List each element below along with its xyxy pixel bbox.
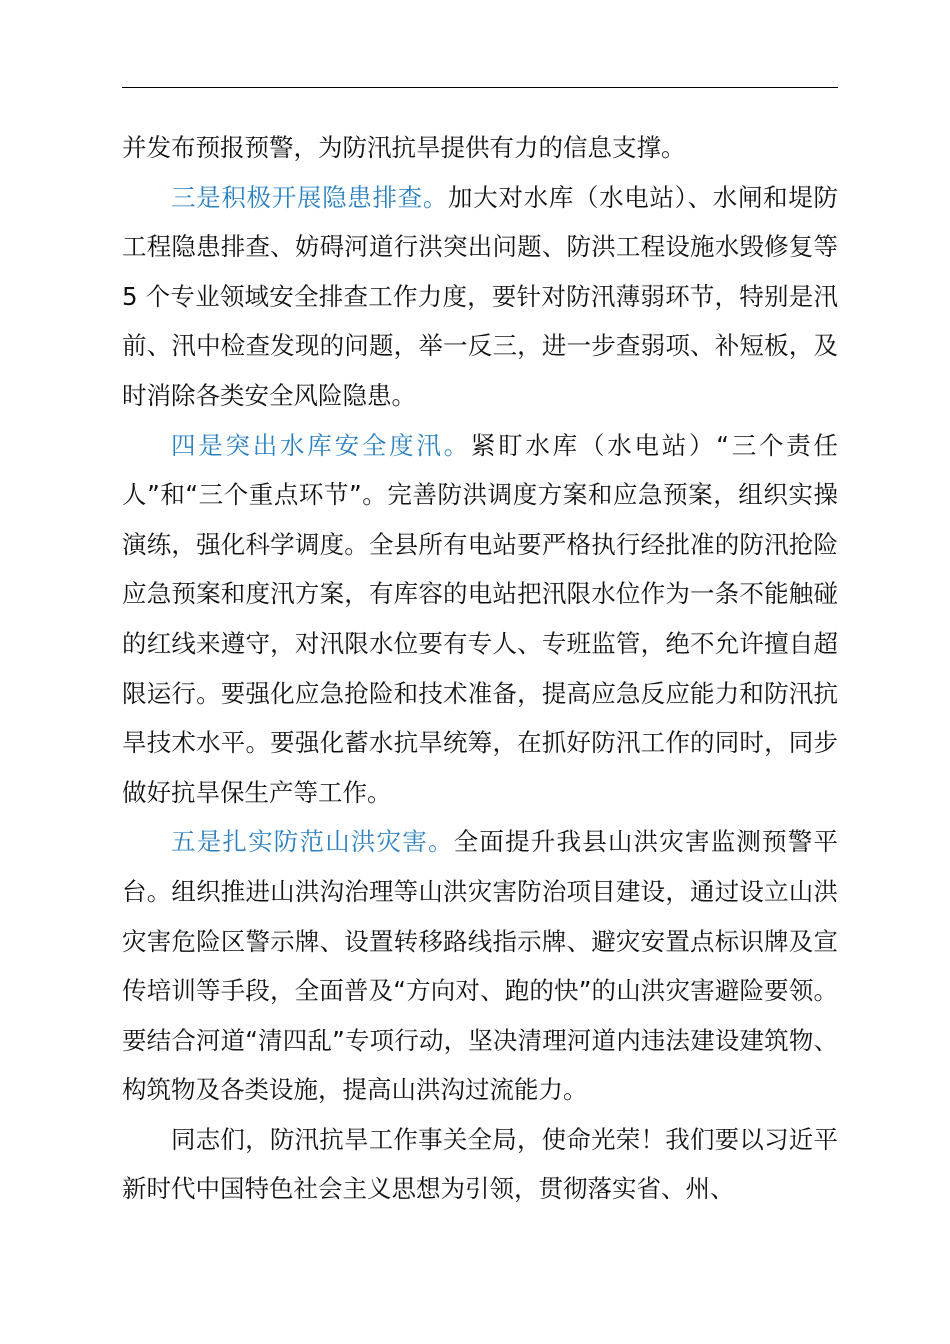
paragraph-closing	[122, 1115, 838, 1214]
header-rule	[122, 87, 838, 88]
paragraph-text: 全面提升我县山洪灾害监测预警平台。组织推进山洪沟治理等山洪灾害防治项目建设，通过设立山洪灾害危险区警示牌、设置转移路线指示牌、避灾安置点标识牌及宣传培训等手段，全面普及“方向对、跑的快”的山洪灾害避险要领。要结合河道“清四乱”专项行动，坚决清理河道内违法建设建筑物、构筑物及各类设施，提高山洪沟过流能力。	[122, 827, 839, 1105]
document-body	[122, 123, 838, 1214]
paragraph-hidden-danger-check	[122, 173, 838, 421]
paragraph-heading: 五是扎实防范山洪灾害。	[171, 827, 454, 857]
paragraph-continuation	[122, 123, 838, 173]
paragraph-reservoir-safety	[122, 421, 838, 818]
paragraph-heading: 三是积极开展隐患排查。	[171, 182, 449, 212]
paragraph-flash-flood-prevention	[122, 817, 838, 1115]
paragraph-text: 同志们，防汛抗旱工作事关全局，使命光荣！我们要以习近平新时代中国特色社会主义思想为引领，贯彻落实省、州、	[122, 1124, 838, 1204]
paragraph-heading: 四是突出水库安全度汛。	[171, 430, 471, 460]
paragraph-text: 加大对水库（水电站）、水闸和堤防工程隐患排查、妨碍河道行洪突出问题、防洪工程设施水毁修复等 5 个专业领域安全排查工作力度，要针对防汛薄弱环节，特别是汛前、汛中检查发现的问题，举一反三，进一步查弱项、补短板，及时消除各类安全风险隐患。	[122, 182, 839, 410]
paragraph-text: 并发布预报预警，为防汛抗旱提供有力的信息支撑。	[122, 133, 686, 162]
paragraph-text: 紧盯水库（水电站）“三个责任人”和“三个重点环节”。完善防洪调度方案和应急预案，组织实操演练，强化科学调度。全县所有电站要严格执行经批准的防汛抢险应急预案和度汛方案，有库容的电站把汛限水位作为一条不能触碰的红线来遵守，对汛限水位要有专人、专班监管，绝不允许擅自超限运行。要强化应急抢险和技术准备，提高应急反应能力和防汛抗旱技术水平。要强化蓄水抗旱统筹，在抓好防汛工作的同时，同步做好抗旱保生产等工作。	[122, 430, 838, 807]
